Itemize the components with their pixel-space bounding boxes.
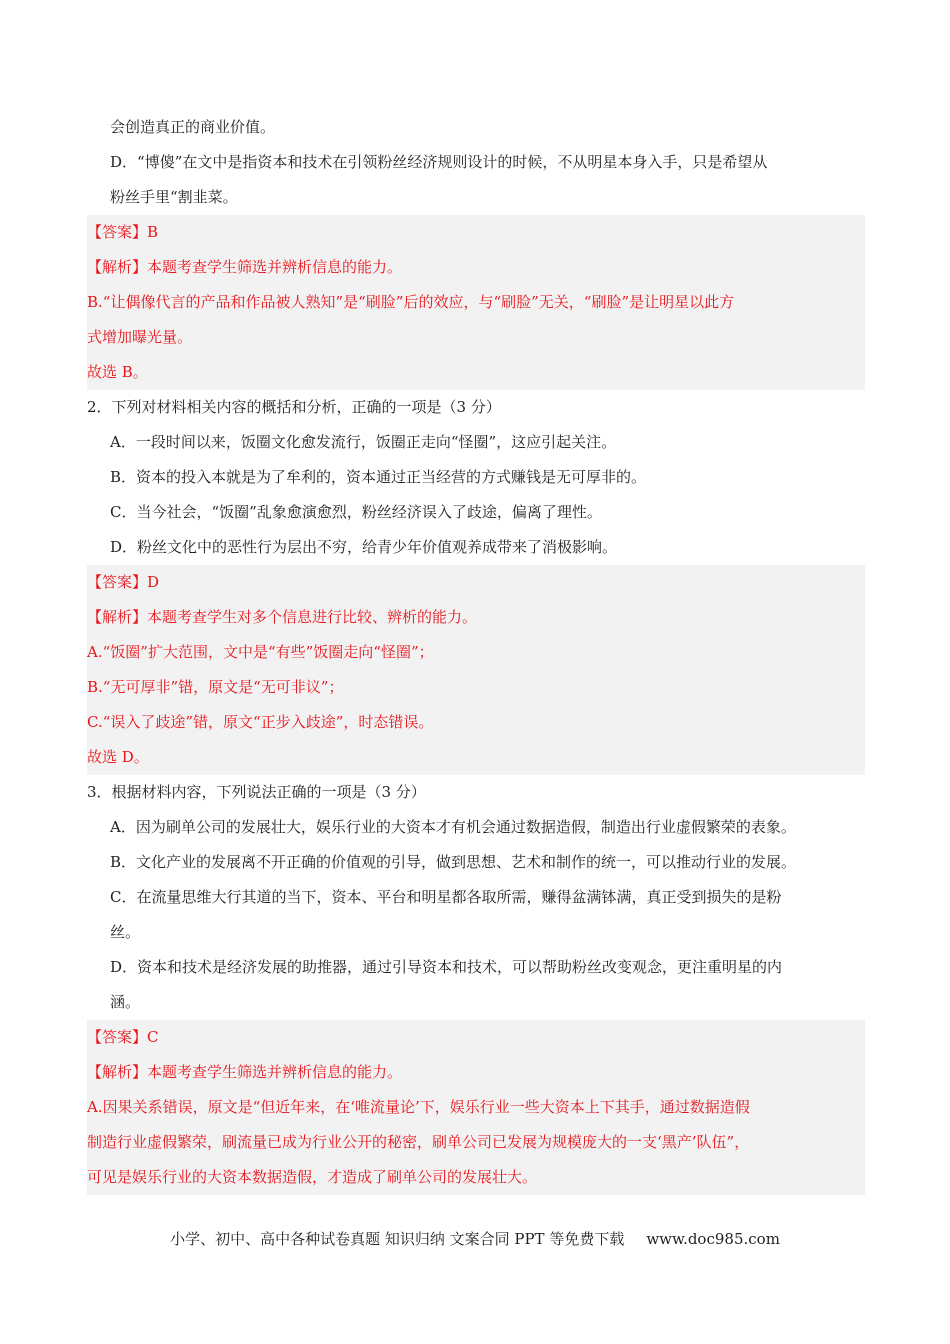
- analysis-point-c: C.“误入了歧途”错，原文“正步入歧途”，时态错误。: [87, 713, 434, 731]
- analysis-point-a: A.“饭圈”扩大范围，文中是“有些”饭圈走向“怪圈”；: [87, 643, 434, 661]
- footer-text: 小学、初中、高中各种试卷真题 知识归纳 文案合同 PPT 等免费下载: [170, 1230, 625, 1248]
- analysis-paragraph-continuation: 式增加曝光量。: [87, 328, 193, 346]
- option-c-continuation: 会创造真正的商业价值。: [110, 118, 276, 136]
- answer-box-q2: [87, 565, 865, 775]
- question-2-option-b: B．资本的投入本就是为了牟利的，资本通过正当经营的方式赚钱是无可厚非的。: [110, 468, 647, 486]
- analysis-paragraph-continuation: 制造行业虚假繁荣，刷流量已成为行业公开的秘密，刷单公司已发展为规模庞大的一支‘黑产’队伍”，: [87, 1133, 750, 1151]
- analysis-label: 【解析】本题考查学生筛选并辨析信息的能力。: [87, 1063, 403, 1081]
- answer-box-q1: [87, 215, 865, 390]
- option-d-continuation: 粉丝手里“割韭菜。: [110, 188, 238, 206]
- question-3-option-c-continuation: 丝。: [110, 923, 141, 941]
- question-3-option-b: B．文化产业的发展离不开正确的价值观的引导，做到思想、艺术和制作的统一，可以推动行业的发展。: [110, 853, 797, 871]
- answer-label: 【答案】D: [87, 573, 160, 591]
- question-3-option-d: D．资本和技术是经济发展的助推器，通过引导资本和技术，可以帮助粉丝改变观念，更注重明星的内: [110, 958, 783, 976]
- question-2-option-d: D．粉丝文化中的恶性行为层出不穷，给青少年价值观养成带来了消极影响。: [110, 538, 618, 556]
- question-3-stem: 3．根据材料内容，下列说法正确的一项是（3 分）: [87, 783, 426, 801]
- conclusion: 故选 B。: [87, 363, 148, 381]
- conclusion: 故选 D。: [87, 748, 149, 766]
- analysis-paragraph-end: 可见是娱乐行业的大资本数据造假，才造成了刷单公司的发展壮大。: [87, 1168, 538, 1186]
- question-2-option-a: A．一段时间以来，饭圈文化愈发流行，饭圈正走向“怪圈”，这应引起关注。: [110, 433, 617, 451]
- answer-label: 【答案】C: [87, 1028, 159, 1046]
- question-2-option-c: C．当今社会，“饭圈”乱象愈演愈烈，粉丝经济误入了歧途，偏离了理性。: [110, 503, 602, 521]
- question-3-option-d-continuation: 涵。: [110, 993, 141, 1011]
- question-2-stem: 2．下列对材料相关内容的概括和分析，正确的一项是（3 分）: [87, 398, 501, 416]
- question-3-option-c: C．在流量思维大行其道的当下，资本、平台和明星都各取所需，赚得盆满钵满，真正受到损失的是粉: [110, 888, 782, 906]
- page-footer: [0, 1228, 950, 1249]
- analysis-label: 【解析】本题考查学生筛选并辨析信息的能力。: [87, 258, 403, 276]
- analysis-paragraph: A.因果关系错误，原文是“但近年来，在‘唯流量论’下，娱乐行业一些大资本上下其手，通过数据造假: [87, 1098, 750, 1116]
- question-3-option-a: A．因为刷单公司的发展壮大，娱乐行业的大资本才有机会通过数据造假，制造出行业虚假繁荣的表象。: [110, 818, 796, 836]
- analysis-label: 【解析】本题考查学生对多个信息进行比较、辨析的能力。: [87, 608, 478, 626]
- answer-label: 【答案】B: [87, 223, 159, 241]
- footer-url[interactable]: www.doc985.com: [646, 1230, 780, 1248]
- document-body: [87, 110, 865, 1195]
- analysis-paragraph: B.“让偶像代言的产品和作品被人熟知”是“刷脸”后的效应，与“刷脸”无关，“刷脸”是让明星以此方: [87, 293, 735, 311]
- answer-box-q3: [87, 1020, 865, 1195]
- analysis-point-b: B.“无可厚非”错，原文是“无可非议”；: [87, 678, 344, 696]
- option-d: D．“博傻”在文中是指资本和技术在引领粉丝经济规则设计的时候，不从明星本身入手，只是希望从: [110, 153, 768, 171]
